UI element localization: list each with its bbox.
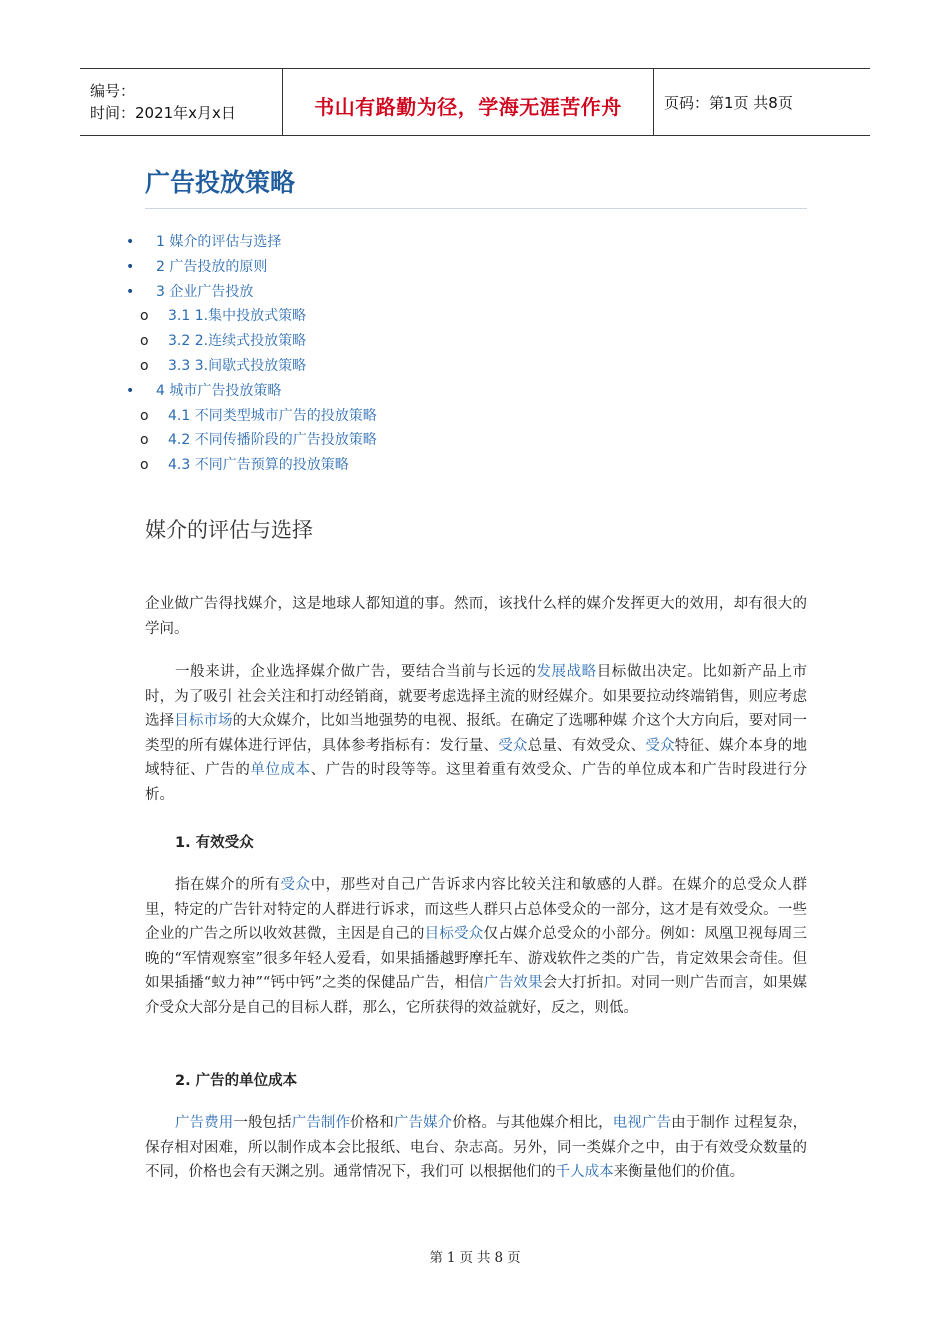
toc-item[interactable]: • 1 媒介的评估与选择 xyxy=(120,230,377,255)
link-target-market[interactable]: 目标市场 xyxy=(174,713,233,730)
motto: 书山有路勤为径，学海无涯苦作舟 xyxy=(314,94,622,119)
subheading-unit-cost: 2. 广告的单位成本 xyxy=(175,1073,298,1089)
bullet-icon: • xyxy=(126,258,135,275)
subheading-effective-audience: 1. 有效受众 xyxy=(175,835,254,851)
document-title: 广告投放策略 xyxy=(145,166,807,209)
bullet-icon: • xyxy=(126,283,135,300)
page-footer: 第 1 页 共 8 页 xyxy=(429,1250,521,1266)
bullet-icon: • xyxy=(126,234,135,250)
link-ad-media[interactable]: 广告媒介 xyxy=(393,1115,453,1131)
link-development-strategy[interactable]: 发展战略 xyxy=(536,664,597,680)
circle-bullet-icon: o xyxy=(140,432,149,449)
toc-subitem[interactable]: o 3.2 2.连续式投放策略 xyxy=(120,329,377,354)
paragraph-unit-cost: 广告费用一般包括广告制作价格和广告媒介价格。与其他媒介相比，电视广告由于制作 过程复杂，保存相对困难，所以制作成本会比报纸、电台、杂志高。另外，同一类媒介之中，由于有效受众数量的不同，价格也会有天渊之别。通常情况下，我们可 以根据他们的千人成本来衡量他们的价值。 xyxy=(145,1115,808,1181)
link-tv-ad[interactable]: 电视广告 xyxy=(612,1115,672,1131)
circle-bullet-icon: o xyxy=(140,407,149,424)
table-of-contents xyxy=(120,230,377,478)
toc-subitem[interactable]: o 3.1 1.集中投放式策略 xyxy=(120,304,377,329)
link-cpm[interactable]: 千人成本 xyxy=(555,1164,614,1181)
circle-bullet-icon: o xyxy=(140,308,149,325)
page-header xyxy=(80,68,870,136)
circle-bullet-icon: o xyxy=(140,457,149,474)
link-audience[interactable]: 受众 xyxy=(645,737,675,754)
section-heading: 媒介的评估与选择 xyxy=(145,518,313,542)
header-info xyxy=(80,69,282,135)
paragraph-effective-audience: 指在媒介的所有受众中，那些对自己广告诉求内容比较关注和敏感的人群。在媒介的总受众人群里，特定的广告针对特定的人群进行诉求，而这些人群只占总体受众的一部分，这才是有效受众。一些企业的广告之所以收效甚微，主因是自己的目标受众仅占媒介总受众的小部分。例如：凤凰卫视每周三晚的“军情观察室”很多年轻人爱看，如果插播越野摩托车、游戏软件之类的广告，肯定效果会奇佳。但如果插播“蚁力神”“钙中钙”之类的保健品广告，相信广告效果会大打折扣。对同一则广告而言，如果媒介受众大部分是自己的目标人群，那么，它所获得的效益就好，反之，则低。 xyxy=(145,877,808,1016)
toc-subitem[interactable]: o 3.3 3.间歇式投放策略 xyxy=(120,354,377,379)
link-ad-expense[interactable]: 广告费用 xyxy=(175,1115,234,1131)
link-audience[interactable]: 受众 xyxy=(498,737,528,754)
paragraph-intro: 企业做广告得找媒介，这是地球人都知道的事。然而，该找什么样的媒介发挥更大的效用，却有很大的学问。 xyxy=(145,596,807,637)
header-page-code-cell xyxy=(654,69,793,135)
circle-bullet-icon: o xyxy=(140,333,149,350)
toc-subitem[interactable]: o 4.2 不同传播阶段的广告投放策略 xyxy=(120,428,377,453)
page-code: 页码：第1页 共8页 xyxy=(664,93,793,112)
toc-subitem[interactable]: o 4.1 不同类型城市广告的投放策略 xyxy=(120,404,377,429)
number-label: 编号： xyxy=(90,82,136,100)
link-ad-production[interactable]: 广告制作 xyxy=(291,1115,351,1131)
time-label: 时间：2021年x月x日 xyxy=(90,104,236,122)
circle-bullet-icon: o xyxy=(140,357,149,374)
header-motto-cell xyxy=(282,69,654,135)
toc-item[interactable]: • 3 企业广告投放 xyxy=(120,280,377,305)
bullet-icon: • xyxy=(126,382,135,399)
toc-item[interactable]: • 4 城市广告投放策略 xyxy=(120,379,377,404)
toc-item[interactable]: • 2 广告投放的原则 xyxy=(120,255,377,280)
toc-subitem[interactable]: o 4.3 不同广告预算的投放策略 xyxy=(120,453,377,478)
link-ad-effect[interactable]: 广告效果 xyxy=(483,975,543,992)
link-audience[interactable]: 受众 xyxy=(280,877,311,893)
link-unit-cost[interactable]: 单位成本 xyxy=(250,762,311,779)
link-target-audience[interactable]: 目标受众 xyxy=(424,926,484,943)
paragraph-selection: 一般来讲，企业选择媒介做广告，要结合当前与长远的发展战略目标做出决定。比如新产品上市时，为了吸引 社会关注和打动经销商，就要考虑选择主流的财经媒介。如果要拉动终端销售，则应考虑选择目标市场的大众媒介，比如当地强势的电视、报纸。在确定了选哪种媒 介这个大方向后，要对同一类型的所有媒体进行评估，具体参考指标有：发行量、受众总量、有效受众、受众特征、媒介本身的地域特征、广告的单位成本、广告的时段等等。这里着重有效受众、广告的单位成本和广告时段进行分析。 xyxy=(145,664,808,803)
